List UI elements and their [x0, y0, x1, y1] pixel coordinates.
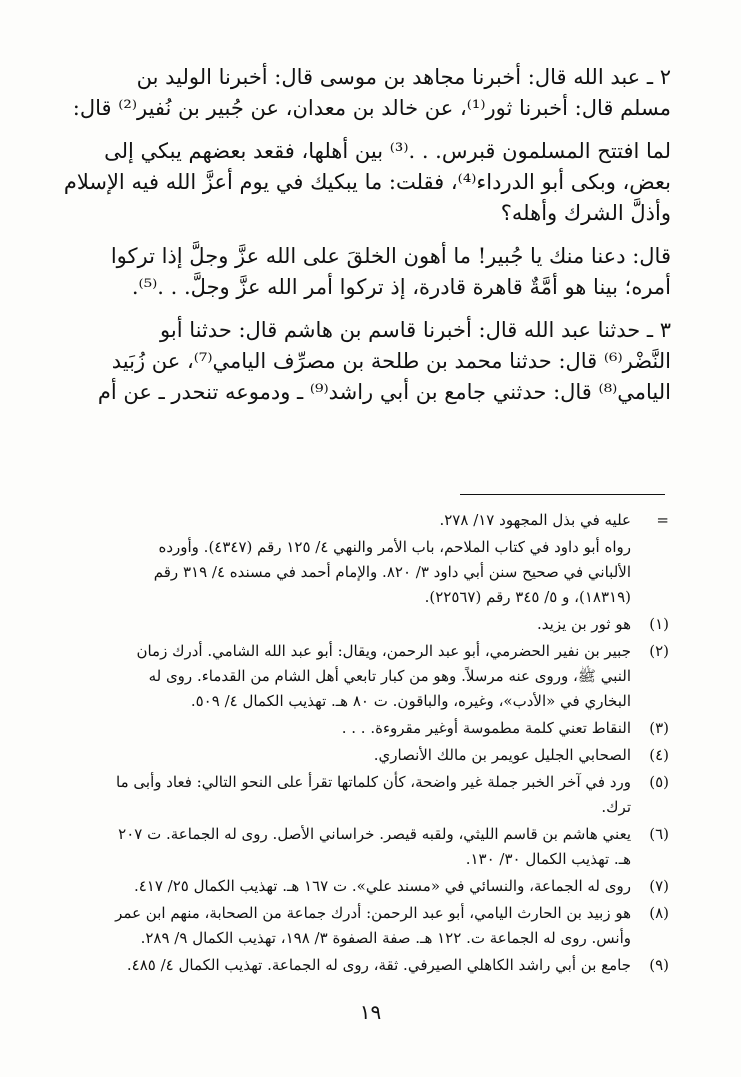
paragraph-hadith-2-reply [60, 241, 671, 303]
text-line: وأذلَّ الشرك وأهله؟ [500, 201, 671, 225]
text-line: النَّضْر⁽⁶⁾ قال: حدثنا محمد بن طلحة بن مصرِّف اليامي⁽⁷⁾، عن زُبَيد [111, 349, 671, 373]
footnote-text [55, 639, 631, 714]
footnote-line: رواه أبو داود في كتاب الملاحم، باب الأمر والنهي ٤/ ١٢٥ رقم (٤٣٤٧). وأورده [158, 538, 631, 556]
text-line: بعض، وبكى أبو الدرداء⁽⁴⁾، فقلت: ما يبكيك في يوم أعزَّ الله فيه الإسلام [63, 170, 671, 194]
footnote-line: (١٨٣١٩)، و ٥/ ٣٤٥ رقم (٢٢٥٦٧). [424, 588, 631, 606]
footnote-3 [55, 716, 669, 741]
footnote-6 [55, 822, 669, 872]
text-line: ٣ ـ حدثنا عبد الله قال: أخبرنا قاسم بن هاشم قال: حدثنا أبو [160, 318, 671, 342]
footnote-text [55, 508, 631, 533]
footnote-number: = [656, 511, 669, 529]
text-line: قال: دعنا منك يا جُبير! ما أهون الخلقَ على الله عزَّ وجلَّ إذا تركوا [110, 244, 671, 268]
footnote-line: جامع بن أبي راشد الكاهلي الصيرفي. ثقة، روى له الجماعة. تهذيب الكمال ٤/ ٤٨٥. [126, 956, 631, 974]
footnote-line: هـ. تهذيب الكمال ٣٠/ ١٣٠. [465, 850, 631, 868]
text-line: ٢ ـ عبد الله قال: أخبرنا مجاهد بن موسى قال: أخبرنا الوليد بن [136, 65, 671, 89]
footnote-number: (٧) [649, 877, 669, 895]
footnote-text [55, 822, 631, 872]
footnote-line: وأنس. روى له الجماعة ت. ١٢٢ هـ. صفة الصفوة ٣/ ١٩٨، تهذيب الكمال ٩/ ٢٨٩. [140, 929, 631, 947]
main-text [60, 62, 671, 408]
footnote-text [55, 874, 631, 899]
paragraph-hadith-2-matn [60, 136, 671, 229]
footnote-number: (٢) [649, 642, 669, 660]
footnote-5 [55, 770, 669, 820]
footnote-number: (٩) [649, 956, 669, 974]
text-line: اليامي⁽⁸⁾ قال: حدثني جامع بن أبي راشد⁽⁹⁾ ـ ودموعه تنحدر ـ عن أم [97, 380, 671, 404]
footnote-number: (٨) [649, 904, 669, 922]
footnote-number: (٦) [649, 825, 669, 843]
footnote-text [55, 901, 631, 951]
footnote-continuation [55, 508, 669, 533]
footnotes [55, 508, 669, 980]
footnote-number: (١) [649, 615, 669, 633]
footnote-line: يعني هاشم بن قاسم الليثي، ولقبه قيصر. خراساني الأصل. روى له الجماعة. ت ٢٠٧ [118, 825, 631, 843]
footnote-line: الألباني في صحيح سنن أبي داود ٣/ ٨٢٠. والإمام أحمد في مسنده ٤/ ٣١٩ رقم [153, 563, 631, 581]
footnote-8 [55, 901, 669, 951]
footnote-number: (٣) [649, 719, 669, 737]
footnote-text [55, 770, 631, 820]
footnote-separator [460, 494, 665, 495]
footnote-line: عليه في بذل المجهود ١٧/ ٢٧٨. [439, 511, 631, 529]
text-line: أمره؛ بينا هو أمَّةٌ قاهرة قادرة، إذ تركوا أمر الله عزَّ وجلَّ. . .⁽⁵⁾. [131, 275, 671, 299]
footnote-text [55, 953, 631, 978]
footnote-number: (٥) [649, 773, 669, 791]
footnote-1 [55, 612, 669, 637]
footnote-2 [55, 639, 669, 714]
footnote-line: البخاري في «الأدب»، وغيره، والباقون. ت ٨٠ هـ. تهذيب الكمال ٤/ ٥٠٩. [190, 692, 631, 710]
text-line: لما افتتح المسلمون قبرس. . .⁽³⁾ بين أهلها، فقعد بعضهم يبكي إلى [104, 139, 671, 163]
footnote-9 [55, 953, 669, 978]
footnote-text [55, 743, 631, 768]
footnote-line: هو زبيد بن الحارث اليامي، أبو عبد الرحمن: أدرك جماعة من الصحابة، منهم ابن عمر [115, 904, 631, 922]
footnote-7 [55, 874, 669, 899]
footnote-text [55, 716, 631, 741]
footnote-line: النبي ﷺ، وروى عنه مرسلاً. وهو من كبار تابعي أهل الشام من القدماء. روى له [148, 667, 631, 685]
footnote-line: النقاط تعني كلمة مطموسة أوغير مقروءة. . . . [341, 719, 631, 737]
footnote-line: جبير بن نفير الحضرمي، أبو عبد الرحمن، ويقال: أبو عبد الله الشامي. أدرك زمان [136, 642, 631, 660]
footnote-line: هو ثور بن يزيد. [537, 615, 631, 633]
footnote-4 [55, 743, 669, 768]
footnote-line: الصحابي الجليل عويمر بن مالك الأنصاري. [373, 746, 631, 764]
footnote-continuation-sources [55, 535, 669, 610]
paragraph-hadith-3-isnad [60, 315, 671, 408]
footnote-line: ورد في آخر الخبر جملة غير واضحة، كأن كلماتها تقرأ على النحو التالي: فعاد وأبى ما [116, 773, 631, 791]
footnote-line: ترك. [601, 798, 631, 816]
footnote-number: (٤) [649, 746, 669, 764]
paragraph-hadith-2-isnad [60, 62, 671, 124]
footnote-line: روى له الجماعة، والنسائي في «مسند علي». ت ١٦٧ هـ. تهذيب الكمال ٢٥/ ٤١٧. [133, 877, 631, 895]
footnote-text [55, 535, 631, 610]
page-number: ١٩ [359, 1000, 382, 1024]
footnote-text [55, 612, 631, 637]
text-line: مسلم قال: أخبرنا ثور⁽¹⁾، عن خالد بن معدان، عن جُبير بن نُفير⁽²⁾ قال: [72, 96, 671, 120]
